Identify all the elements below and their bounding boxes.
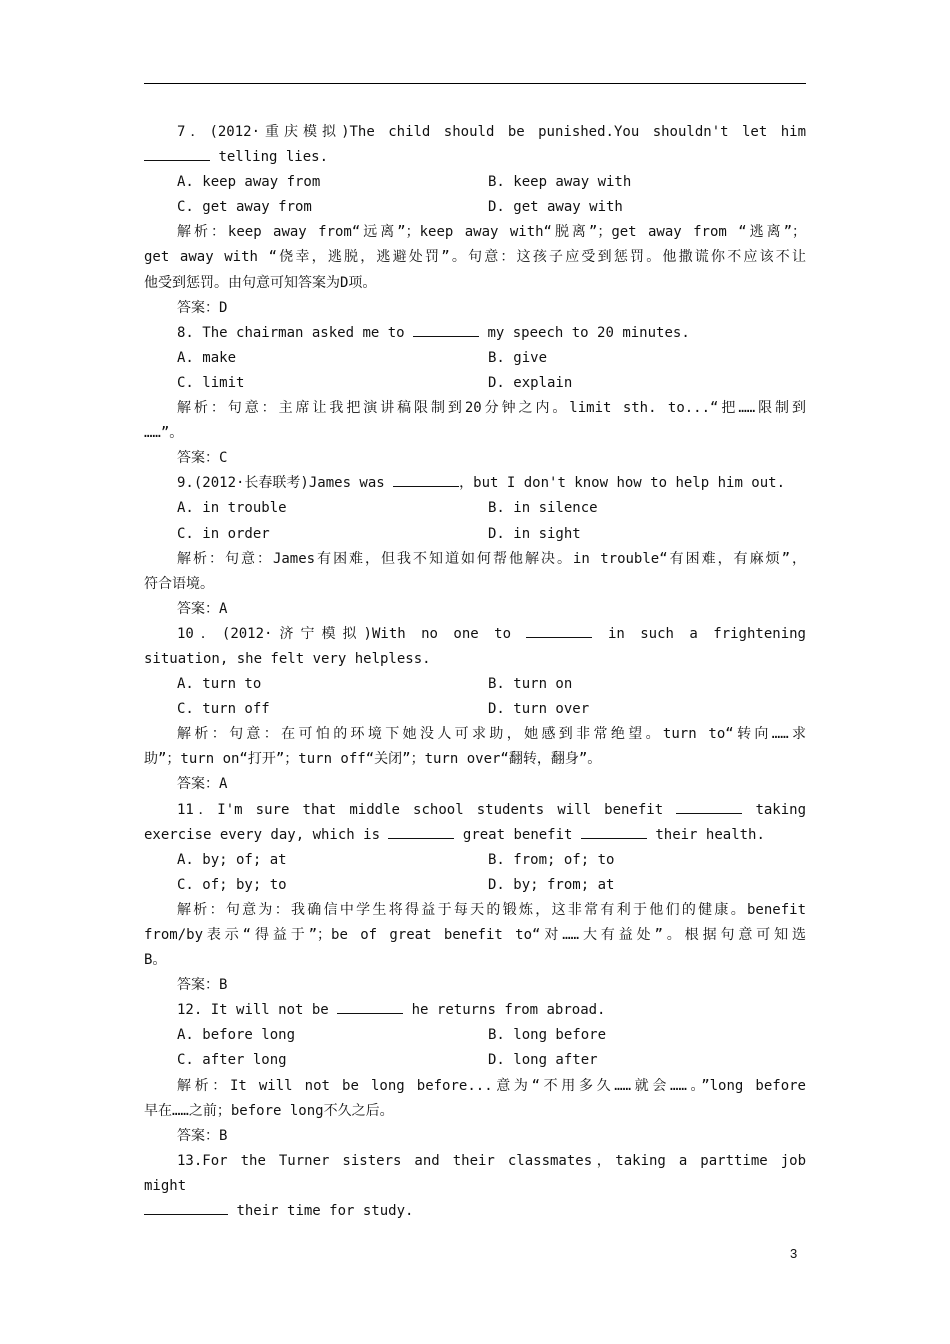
question-7-analysis-line-1: 解析：keep away from“远离”；keep away with“脱离”；get away from “逃离”； [177, 224, 806, 241]
question-11-options-row-2: C. of; by; to D. by; from; at [177, 876, 615, 893]
question-7-options-row-2: C. get away from D. get away with [177, 199, 623, 216]
question-9-options-row-2: C. in order D. in sight [177, 525, 581, 542]
answer-blank [413, 322, 479, 337]
question-10-stem-cont: situation, she felt very helpless. [144, 650, 431, 667]
question-8-analysis-line-1: 解析：句意：主席让我把演讲稿限制到20分钟之内。limit sth. to...“把……限制到 [177, 400, 806, 417]
question-11-analysis-line-3: B。 [144, 952, 167, 969]
question-11-options-row-1: A. by; of; at B. from; of; to [177, 851, 615, 868]
question-10-options-row-1: A. turn to B. turn on [177, 676, 573, 693]
answer-blank [676, 799, 742, 814]
question-12-analysis-line-2: 早在……之前；before long不久之后。 [144, 1102, 394, 1119]
question-8-stem: 8. The chairman asked me to my speech to 20 minutes. [144, 321, 806, 346]
question-10-stem: 10．(2012·济宁模拟)With no one to in such a frightening [144, 622, 806, 647]
question-10-analysis-line-1: 解析：句意：在可怕的环境下她没人可求助，她感到非常绝望。turn to“转向……求 [177, 726, 806, 743]
question-10-options-row-2: C. turn off D. turn over [177, 701, 590, 718]
page-content [144, 120, 806, 1224]
question-9-analysis-line-2: 符合语境。 [144, 575, 214, 592]
question-13-stem: 13.For the Turner sisters and their classmates，taking a parttime job might [144, 1152, 806, 1194]
question-13-stem-cont: their time for study. [144, 1199, 806, 1224]
question-11-answer: 答案：B [177, 977, 228, 994]
answer-blank [526, 623, 592, 638]
question-12-stem: 12. It will not be he returns from abroad. [144, 998, 806, 1023]
question-8-answer: 答案：C [177, 450, 228, 467]
question-8-analysis-line-2: ……”。 [144, 425, 184, 442]
question-9-analysis-line-1: 解析：句意：James有困难，但我不知道如何帮他解决。in trouble“有困难，有麻烦”， [177, 550, 806, 567]
question-7-options-row-1: A. keep away from B. keep away with [177, 174, 632, 191]
question-9-answer: 答案：A [177, 600, 228, 617]
question-11-analysis-line-1: 解析：句意为：我确信中学生将得益于每天的锻炼，这非常有利于他们的健康。benefit [177, 901, 806, 918]
question-8-options-row-2: C. limit D. explain [177, 374, 573, 391]
answer-blank [144, 146, 210, 161]
question-7-stem-cont: telling lies. [144, 145, 806, 170]
answer-blank [581, 824, 647, 839]
question-12-options-row-1: A. before long B. long before [177, 1027, 607, 1044]
question-7-stem: 7．(2012·重庆模拟)The child should be punished.You shouldn't let him [177, 124, 806, 140]
question-12-answer: 答案：B [177, 1127, 228, 1144]
question-9-options-row-1: A. in trouble B. in silence [177, 500, 598, 517]
question-7-answer: 答案：D [177, 299, 228, 316]
question-7-analysis-line-2: get away with “侥幸，逃脱，逃避处罚”。句意：这孩子应受到惩罚。他撒谎你不应该不让 [144, 249, 806, 266]
header-rule [144, 83, 806, 84]
question-11-stem-cont: exercise every day, which is great benefit their health. [144, 823, 806, 848]
question-7-analysis-line-3: 他受到惩罚。由句意可知答案为D项。 [144, 274, 377, 291]
answer-blank [393, 472, 459, 487]
answer-blank [388, 824, 454, 839]
question-12-options-row-2: C. after long D. long after [177, 1052, 598, 1069]
answer-blank [337, 999, 403, 1014]
question-11-stem: 11．I'm sure that middle school students will benefit taking [144, 798, 806, 823]
answer-blank [144, 1200, 228, 1215]
question-9-stem: 9.(2012·长春联考)James was ，but I don't know how to help him out. [144, 471, 806, 496]
question-10-answer: 答案：A [177, 776, 228, 793]
question-8-options-row-1: A. make B. give [177, 349, 548, 366]
question-10-analysis-line-2: 助”；turn on“打开”；turn off“关闭”；turn over“翻转，翻身”。 [144, 751, 602, 768]
question-12-analysis-line-1: 解析：It will not be long before...意为“不用多久……就会……。”long before [177, 1077, 806, 1094]
question-11-analysis-line-2: from/by表示“得益于”；be of great benefit to“对……大有益处”。根据句意可知选 [144, 927, 806, 943]
page-number: 3 [790, 1246, 798, 1261]
